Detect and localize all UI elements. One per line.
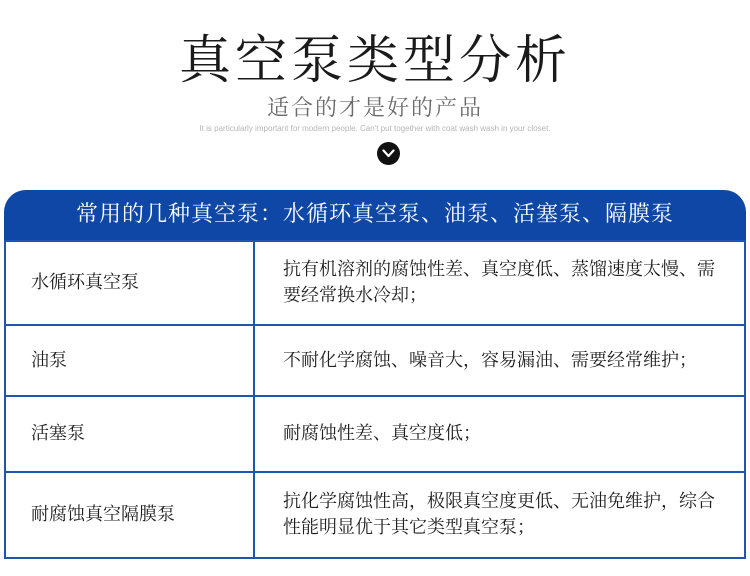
table-row	[5, 396, 745, 472]
pump-name: 活塞泵	[5, 396, 254, 472]
table-row	[5, 325, 745, 396]
chevron-down-circle-icon[interactable]	[377, 142, 400, 165]
pump-description: 抗有机溶剂的腐蚀性差、真空度低、蒸馏速度太慢、需要经常换水冷却；	[254, 241, 745, 325]
pump-description: 耐腐蚀性差、真空度低；	[254, 396, 745, 472]
pump-description: 抗化学腐蚀性高，极限真空度更低、无油免维护，综合性能明显优于其它类型真空泵；	[254, 472, 745, 558]
pump-description: 不耐化学腐蚀、噪音大，容易漏油、需要经常维护；	[254, 325, 745, 396]
pump-name: 耐腐蚀真空隔膜泵	[5, 472, 254, 558]
tagline: It is particularly important for modern people. Can't put together with coat wash wash in your closet.	[199, 124, 551, 133]
table-row	[5, 472, 745, 558]
pump-name: 水循环真空泵	[5, 241, 254, 325]
pump-table-body	[4, 240, 746, 559]
pump-name: 油泵	[5, 325, 254, 396]
page-subtitle: 适合的才是好的产品	[266, 96, 483, 121]
page-title: 真空泵类型分析	[178, 31, 571, 91]
table-row	[5, 241, 745, 325]
chevron-down-icon	[382, 149, 395, 158]
table-caption: 常用的几种真空泵：水循环真空泵、油泵、活塞泵、隔膜泵	[4, 190, 746, 240]
pump-comparison-table	[4, 190, 746, 555]
